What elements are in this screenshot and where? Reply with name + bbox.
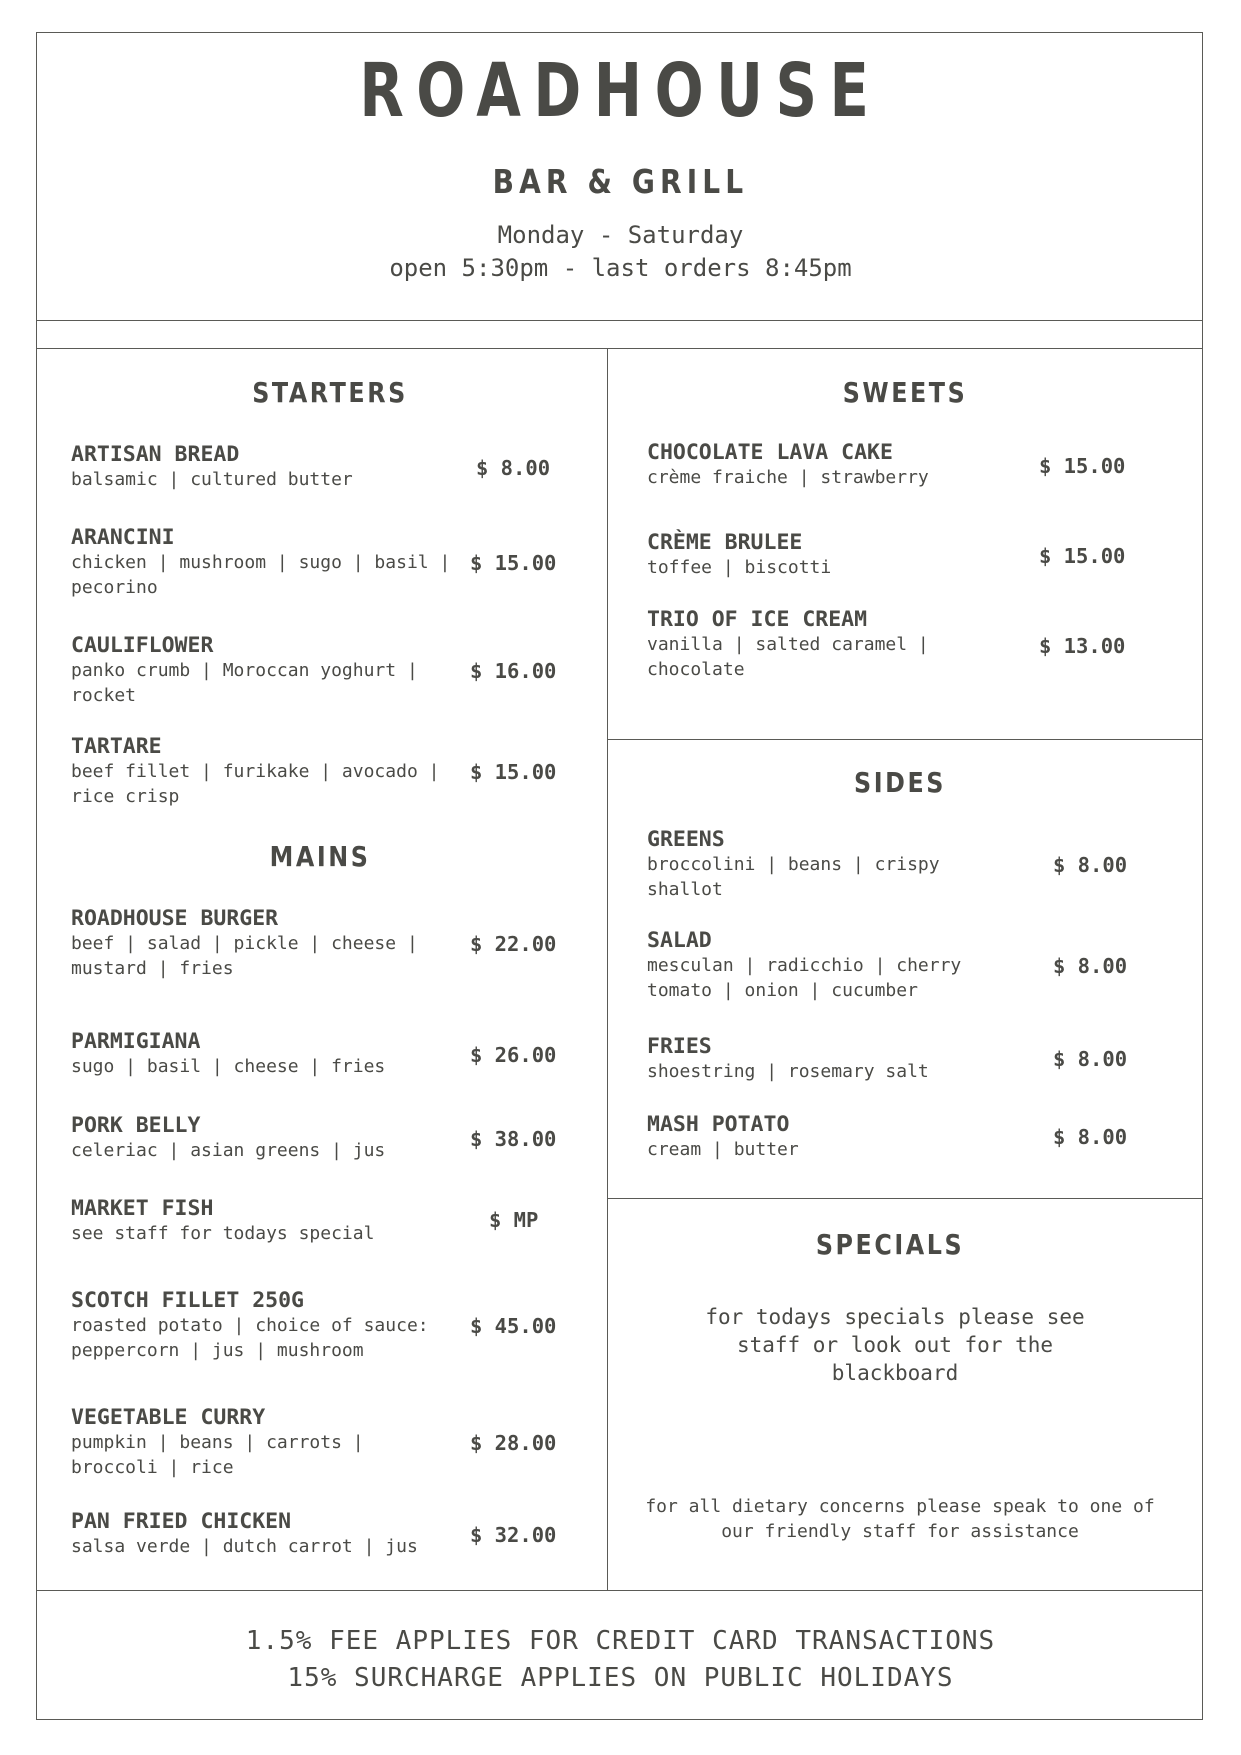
item-description: mesculan | radicchio | cherry tomato | onion | cucumber: [647, 955, 962, 1001]
section-heading-specials: SPECIALS: [815, 1228, 965, 1261]
item-price: $ 28.00: [470, 1431, 557, 1455]
item-name: TARTARE: [71, 734, 162, 759]
opening-hours: open 5:30pm - last orders 8:45pm: [389, 254, 852, 282]
menu-item: [647, 928, 987, 1003]
item-name: ROADHOUSE BURGER: [71, 906, 279, 931]
menu-item: [71, 633, 441, 708]
item-name: PAN FRIED CHICKEN: [71, 1509, 292, 1534]
item-name: FRIES: [647, 1034, 712, 1059]
item-description: panko crumb | Moroccan yoghurt | rocket: [71, 660, 418, 706]
item-description: cream | butter: [647, 1139, 799, 1160]
item-description: roasted potato | choice of sauce: peppercorn | jus | mushroom: [71, 1315, 429, 1361]
item-price: $ 15.00: [470, 551, 557, 575]
menu-item: [647, 827, 977, 902]
item-price: $ 15.00: [1039, 544, 1126, 568]
menu-item: [71, 1029, 461, 1079]
item-name: ARTISAN BREAD: [71, 442, 240, 467]
menu-item: [71, 1288, 466, 1363]
item-price: $ 8.00: [1053, 1125, 1128, 1149]
item-price: $ 45.00: [470, 1314, 557, 1338]
specials-note: for todays specials please see staff or look out for the blackboard: [705, 1305, 1085, 1385]
menu-item: [647, 1112, 1027, 1162]
restaurant-name: ROADHOUSE: [359, 48, 882, 134]
item-name: PARMIGIANA: [71, 1029, 201, 1054]
section-heading-sides: SIDES: [854, 766, 946, 799]
item-name: SCOTCH FILLET 250G: [71, 1288, 304, 1313]
item-price: $ 16.00: [470, 659, 557, 683]
menu-item: [647, 440, 1047, 490]
menu-item: [647, 607, 947, 682]
menu-item: [71, 525, 466, 600]
item-name: GREENS: [647, 827, 725, 852]
item-name: CRÈME BRULEE: [647, 530, 803, 555]
item-description: balsamic | cultured butter: [71, 469, 353, 490]
menu-item: [71, 906, 441, 981]
item-description: see staff for todays special: [71, 1223, 375, 1244]
footer-holiday-surcharge: 15% SURCHARGE APPLIES ON PUBLIC HOLIDAYS: [287, 1663, 954, 1693]
item-name: MASH POTATO: [647, 1112, 790, 1137]
footer-divider: [36, 1590, 1203, 1591]
item-name: CHOCOLATE LAVA CAKE: [647, 440, 893, 465]
item-price: $ 22.00: [470, 932, 557, 956]
menu-item: [647, 530, 1047, 580]
menu-item: [647, 1034, 1027, 1084]
item-description: celeriac | asian greens | jus: [71, 1140, 386, 1161]
item-price: $ 32.00: [470, 1523, 557, 1547]
item-price: $ MP: [489, 1208, 539, 1232]
dietary-note: for all dietary concerns please speak to one of our friendly staff for assistance: [645, 1496, 1155, 1542]
item-description: beef fillet | furikake | avocado | rice crisp: [71, 761, 440, 807]
sides-specials-divider: [607, 1198, 1203, 1199]
item-price: $ 8.00: [476, 456, 551, 480]
item-price: $ 26.00: [470, 1043, 557, 1067]
sweets-sides-divider: [607, 739, 1203, 740]
header-divider: [36, 320, 1203, 321]
item-price: $ 8.00: [1053, 1047, 1128, 1071]
item-price: $ 13.00: [1039, 634, 1126, 658]
section-heading-starters: STARTERS: [252, 376, 408, 409]
item-description: crème fraiche | strawberry: [647, 467, 929, 488]
item-name: SALAD: [647, 928, 712, 953]
item-price: $ 8.00: [1053, 853, 1128, 877]
menu-item: [71, 1509, 461, 1559]
item-name: TRIO OF ICE CREAM: [647, 607, 868, 632]
item-description: salsa verde | dutch carrot | jus: [71, 1536, 418, 1557]
item-price: $ 15.00: [470, 760, 557, 784]
item-description: beef | salad | pickle | cheese | mustard | fries: [71, 933, 418, 979]
item-price: $ 38.00: [470, 1127, 557, 1151]
item-price: $ 15.00: [1039, 454, 1126, 478]
menu-item: [71, 1113, 461, 1163]
item-price: $ 8.00: [1053, 954, 1128, 978]
header-divider-2: [36, 348, 1203, 349]
footer-card-fee: 1.5% FEE APPLIES FOR CREDIT CARD TRANSACTIONS: [245, 1626, 996, 1656]
item-name: PORK BELLY: [71, 1113, 201, 1138]
item-description: shoestring | rosemary salt: [647, 1061, 929, 1082]
item-description: broccolini | beans | crispy shallot: [647, 854, 940, 900]
section-heading-sweets: SWEETS: [842, 376, 968, 409]
item-name: VEGETABLE CURRY: [71, 1405, 266, 1430]
item-description: toffee | biscotti: [647, 557, 832, 578]
item-name: CAULIFLOWER: [71, 633, 214, 658]
menu-item: [71, 1196, 461, 1246]
item-description: sugo | basil | cheese | fries: [71, 1056, 386, 1077]
menu-item: [71, 1405, 441, 1480]
restaurant-subtitle: BAR & GRILL: [492, 162, 749, 201]
section-heading-mains: MAINS: [269, 840, 371, 873]
column-divider: [607, 348, 608, 1590]
item-description: vanilla | salted caramel | chocolate: [647, 634, 929, 680]
item-name: ARANCINI: [71, 525, 175, 550]
opening-days: Monday - Saturday: [497, 221, 744, 249]
menu-item: [71, 734, 466, 809]
item-description: pumpkin | beans | carrots | broccoli | rice: [71, 1432, 364, 1478]
item-name: MARKET FISH: [71, 1196, 214, 1221]
menu-item: [71, 442, 461, 492]
item-description: chicken | mushroom | sugo | basil | pecorino: [71, 552, 451, 598]
